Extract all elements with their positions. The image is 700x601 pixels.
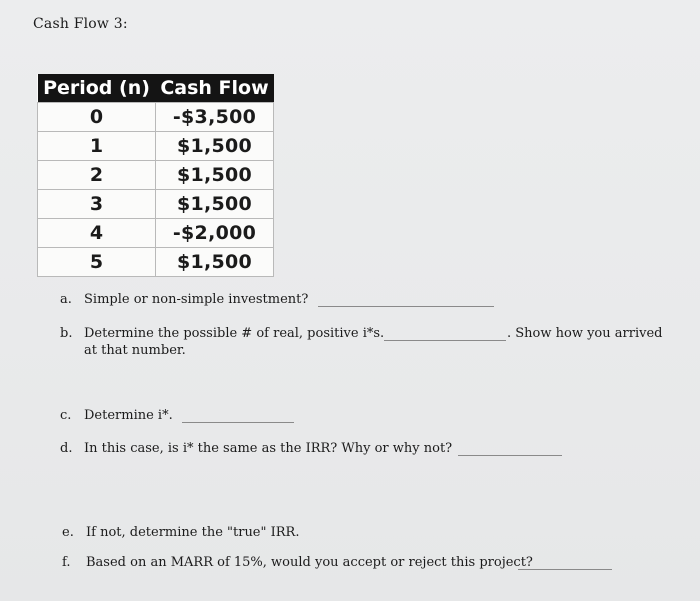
table-row — [38, 219, 274, 248]
cash-flow-header: Cash Flow — [156, 74, 274, 103]
period-cell: 0 — [38, 103, 156, 132]
question-f — [62, 555, 533, 571]
answer-f-line[interactable] — [518, 569, 612, 570]
cash-flow-cell: -$3,500 — [156, 103, 274, 132]
cash-flow-cell: -$2,000 — [156, 219, 274, 248]
period-cell: 2 — [38, 161, 156, 190]
answer-c-line[interactable] — [182, 422, 294, 423]
cash-flow-cell: $1,500 — [156, 161, 274, 190]
question-b-text: Determine the possible # of real, positive i*s. — [84, 326, 385, 341]
question-d-text: In this case, is i* the same as the IRR? Why or why not? — [84, 441, 453, 456]
table-row — [38, 248, 274, 277]
cash-flow-cell: $1,500 — [156, 248, 274, 277]
question-d-label: d. — [60, 441, 73, 456]
question-c — [60, 408, 173, 424]
answer-a-line[interactable] — [318, 306, 494, 307]
answer-b-line[interactable] — [384, 340, 506, 341]
period-cell: 5 — [38, 248, 156, 277]
answer-d-line[interactable] — [458, 455, 562, 456]
cash-flow-cell: $1,500 — [156, 190, 274, 219]
cash-flow-table — [37, 74, 274, 277]
question-c-label: c. — [60, 408, 72, 423]
question-e-label: e. — [62, 525, 74, 540]
question-a-label: a. — [60, 292, 72, 307]
period-cell: 4 — [38, 219, 156, 248]
question-e-text: If not, determine the "true" IRR. — [86, 525, 300, 540]
question-b-label: b. — [60, 326, 73, 341]
table-header-row — [38, 74, 274, 103]
period-cell: 3 — [38, 190, 156, 219]
question-b-suffix: . Show how you arrived — [507, 326, 663, 341]
question-b-continuation: at that number. — [84, 343, 186, 358]
question-f-text: Based on an MARR of 15%, would you accept or reject this project? — [86, 555, 533, 570]
cash-flow-cell: $1,500 — [156, 132, 274, 161]
section-heading: Cash Flow 3: — [33, 16, 128, 32]
table-row — [38, 190, 274, 219]
question-f-label: f. — [62, 555, 71, 570]
question-e — [62, 525, 299, 541]
table-row — [38, 103, 274, 132]
table-row — [38, 161, 274, 190]
question-a — [60, 292, 308, 308]
question-c-text: Determine i*. — [84, 408, 173, 423]
question-b — [60, 326, 384, 342]
question-d — [60, 441, 452, 457]
question-a-text: Simple or non-simple investment? — [84, 292, 309, 307]
period-header: Period (n) — [38, 74, 156, 103]
table-row — [38, 132, 274, 161]
period-cell: 1 — [38, 132, 156, 161]
